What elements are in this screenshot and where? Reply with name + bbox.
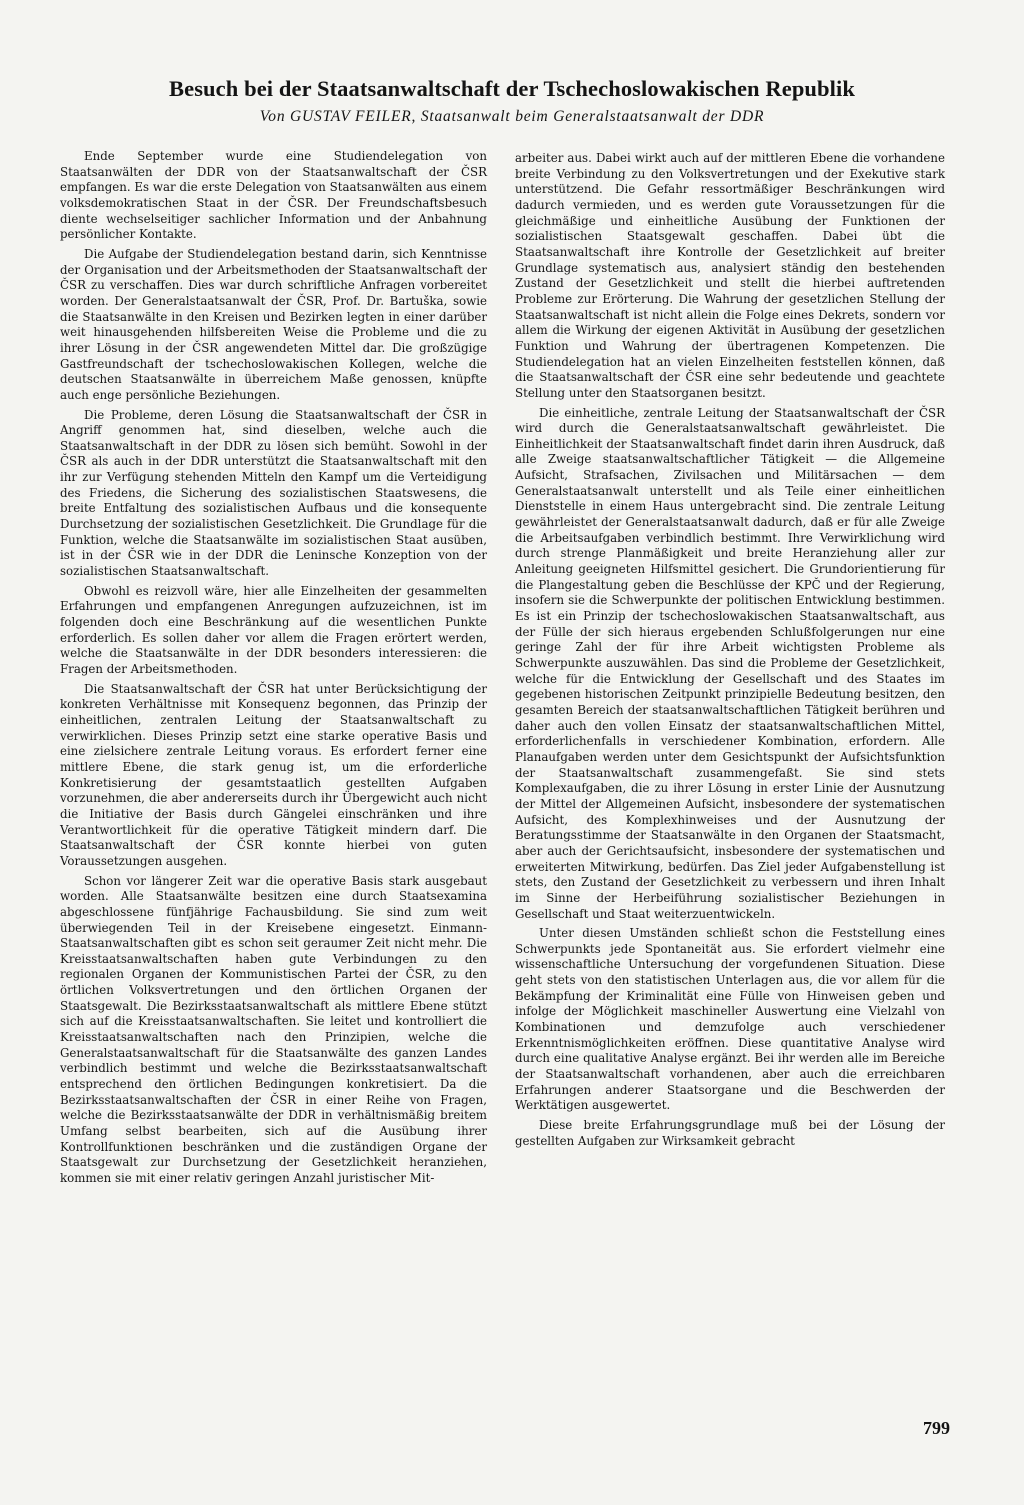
paragraph: Die einheitliche, zentrale Leitung der Staatsanwaltschaft der ČSR wird durch die Generalstaatsanwaltschaft gewährleistet. Die Einheitlichkeit der Staatsanwaltschaft findet darin ihren Ausdruck, daß alle Zweige staatsanwaltschaftlicher Tätigkeit — die Allgemeine Aufsicht, Strafsachen, Zivilsachen und Militärsachen — dem Generalstaatsanwalt unterstellt und als Teile einer einheitlichen Dienststelle in einem Haus untergebracht sind. Die zentrale Leitung gewährleistet der Generalstaatsanwalt dadurch, daß er für alle Zweige die Arbeitsaufgaben verbindlich bestimmt. Ihre Verwirklichung wird durch strenge Planmäßigkeit und breite Heranziehung aller zur Anleitung geeigneten Hilfsmittel gesichert. Die Grundorientierung für die Plangestaltung geben die Beschlüsse der KPČ und der Regierung, insofern sie die Schwerpunkte der politischen Entwicklung bestimmen. Es ist ein Prinzip der tschechoslowakischen Staatsanwaltschaft, aus der Fülle der sich hieraus ergebenden Schlußfolgerungen nur eine geringe Zahl der für ihre Arbeit wichtigsten Probleme als Schwerpunkte auszuwählen. Das sind die Probleme der Gesetzlichkeit, welche für die Entwicklung der Gesellschaft und des Staates im gegebenen historischen Zeitpunkt prinzipielle Bedeutung besitzen, den gesamten Bereich der staatsanwaltschaftlichen Tätigkeit berühren und daher auch den vollen Einsatz der staatsanwaltschaftlichen Mittel, erforderlichenfalls in verschiedener Kombination, erfordern. Alle Planaufgaben werden unter dem Gesichtspunkt der Aufsichtsfunktion der Staatsanwaltschaft zusammengefaßt. Sie sind stets Komplexaufgaben, die zu ihrer Lösung in erster Linie der Ausnutzung der Mittel der Allgemeinen Aufsicht, insbesondere der systematischen Aufsicht, des Komplexhinweises und der Ausnutzung der Beratungsstimme der Staatsanwälte in den Organen der Staatsmacht, aber auch der Gerichtsaufsicht, insbesondere der systematischen und erweiterten Mitwirkung, bedürfen. Das Ziel jeder Aufgabenstellung ist stets, den Zustand der Gesetzlichkeit zu verbessern und ihren Inhalt im Sinne der Herbeiführung sozialistischer Beziehungen in Gesellschaft und Staat weiterzuentwickeln. xyxy=(515,405,945,921)
page-number: 799 xyxy=(923,1418,950,1438)
article-title: Besuch bei der Staatsanwaltschaft der Tschechoslowakischen Republik xyxy=(169,76,855,101)
paragraph: Die Probleme, deren Lösung die Staatsanwaltschaft der ČSR in Angriff genommen hat, sind dieselben, welche auch die Staatsanwaltschaft in der DDR zu lösen sich bemüht. Sowohl in der ČSR als auch in der DDR unterstützt die Staatsanwaltschaft mit den ihr zur Verfügung stehenden Mitteln den Kampf um die Verteidigung des Friedens, die Sicherung des sozialistischen Staatswesens, die breite Entfaltung des sozialistischen Aufbaus und die konsequente Durchsetzung der sozialistischen Gesetzlichkeit. Die Grundlage für die Funktion, welche die Staatsanwälte im sozialistischen Staat ausüben, ist in der ČSR wie in der DDR die Leninsche Konzeption von der sozialistischen Staatsanwaltschaft. xyxy=(60,407,487,579)
paragraph: Unter diesen Umständen schließt schon die Feststellung eines Schwerpunkts jede Spontaneität aus. Sie erfordert vielmehr eine wissenschaftliche Untersuchung der vorgefundenen Situation. Diese geht stets von den statistischen Unterlagen aus, die vor allem für die Bekämpfung der Kriminalität eine Fülle von Hinweisen geben und infolge der Möglichkeit maschineller Auswertung eine Vielzahl von Kombinationen und demzufolge auch verschiedener Erkenntnismöglichkeiten eröffnen. Diese quantitative Analyse wird durch eine qualitative Analyse ergänzt. Bei ihr werden alle im Bereiche der Staatsanwaltschaft vorhandenen, aber auch die erreichbaren Erfahrungen anderer Staatsorgane und die Beschwerden der Werktätigen ausgewertet. xyxy=(515,926,945,1113)
paragraph: Die Staatsanwaltschaft der ČSR hat unter Berücksichtigung der konkreten Verhältnisse mit Konsequenz begonnen, das Prinzip der einheitlichen, zentralen Leitung der Staatsanwaltschaft zu verwirklichen. Dieses Prinzip setzt eine starke operative Basis und eine zielsichere zentrale Leitung voraus. Es erfordert ferner eine mittlere Ebene, die stark genug ist, um die erforderliche Konkretisierung der gesamtstaatlich gestellten Aufgaben vorzunehmen, die aber andererseits durch ihr Übergewicht auch nicht die Initiative der Basis durch Gängelei einschränken und ihre Verantwortlichkeit für die operative Tätigkeit mindern darf. Die Staatsanwaltschaft der ČSR konnte hierbei von guten Voraussetzungen ausgehen. xyxy=(60,681,487,868)
paragraph-continued: arbeiter aus. Dabei wirkt auch auf der mittleren Ebene die vorhandene breite Verbindung zu den Volksvertretungen und der Exekutive stark unterstützend. Die Gefahr ressortmäßiger Beschränkungen wird dadurch vermieden, und es werden gute Voraussetzungen für die gleichmäßige und einheitliche Ausübung der Funktionen der sozialistischen Staatsgewalt geschaffen. Dabei übt die Staatsanwaltschaft ihre Kontrolle der Gesetzlichkeit auf breiter Grundlage systematisch aus, analysiert ständig den bestehenden Zustand der Gesetzlichkeit und stellt die hierbei auftretenden Probleme zur Erörterung. Die Wahrung der gesetzlichen Stellung der Staatsanwaltschaft ist nicht allein die Folge eines Dekrets, sondern vor allem die Wirkung der eigenen Aktivität in Ausübung der gesetzlichen Funktion und Wahrung der übertragenen Kompetenzen. Die Studiendelegation hat an vielen Einzelheiten feststellen können, daß die Staatsanwaltschaft der ČSR eine sehr bedeutende und geachtete Stellung unter den Staatsorganen besitzt. xyxy=(515,151,945,400)
right-column xyxy=(515,151,945,1153)
left-column xyxy=(60,149,487,1191)
paragraph: Die Aufgabe der Studiendelegation bestand darin, sich Kenntnisse der Organisation und der Arbeitsmethoden der Staatsanwaltschaft der ČSR zu verschaffen. Dies war durch schriftliche Anfragen vorbereitet worden. Der Generalstaatsanwalt der ČSR, Prof. Dr. Bartuška, sowie die Staatsanwälte in den Kreisen und Bezirken legten in einer darüber weit hinausgehenden hilfsbereiten Weise die Probleme und die zu ihrer Lösung in der ČSR angewendeten Mittel dar. Die großzügige Gastfreundschaft der tschechoslowakischen Kollegen, welche die deutschen Staatsanwälte in überreichem Maße genossen, knüpfte auch enge persönliche Beziehungen. xyxy=(60,246,487,402)
paragraph: Schon vor längerer Zeit war die operative Basis stark ausgebaut worden. Alle Staatsanwälte besitzen eine durch Staatsexamina abgeschlossene fünfjährige Fachausbildung. Sie sind zum weit überwiegenden Teil in der Kreisebene eingesetzt. Einmann-Staatsanwaltschaften gibt es schon seit geraumer Zeit nicht mehr. Die Kreisstaatsanwaltschaften haben gute Verbindungen zu den regionalen Organen der Kommunistischen Partei der ČSR, zu den örtlichen Volksvertretungen und den örtlichen Organen der Staatsgewalt. Die Bezirksstaatsanwaltschaft als mittlere Ebene stützt sich auf die Kreisstaatsanwaltschaften. Sie leitet und kontrolliert die Kreisstaatsanwaltschaften nach den Prinzipien, welche die Generalstaatsanwaltschaft für die Staatsanwälte des ganzen Landes verbindlich bestimmt und welche die Bezirksstaatsanwaltschaft entsprechend den örtlichen Bedingungen konkretisiert. Da die Bezirksstaatsanwaltschaften der ČSR in einer Reihe von Fragen, welche die Bezirksstaatsanwälte der DDR in verhältnismäßig breitem Umfang selbst bearbeiten, sich auf die Ausübung ihrer Kontrollfunktionen beschränken und die zuständigen Organe der Staatsgewalt zur Durchsetzung der Gesetzlichkeit heranziehen, kommen sie mit einer relativ geringen Anzahl juristischer Mit- xyxy=(60,873,487,1185)
article-byline: Von GUSTAV FEILER, Staatsanwalt beim Generalstaatsanwalt der DDR xyxy=(259,108,765,125)
paragraph: Diese breite Erfahrungsgrundlage muß bei der Lösung der gestellten Aufgaben zur Wirksamkeit gebracht xyxy=(515,1118,945,1148)
paragraph: Obwohl es reizvoll wäre, hier alle Einzelheiten der gesammelten Erfahrungen und empfangenen Anregungen aufzuzeichnen, ist im folgenden doch eine Beschränkung auf die wesentlichen Punkte erforderlich. Es sollen daher vor allem die Fragen erörtert werden, welche die Staatsanwälte in der DDR besonders interessieren: die Fragen der Arbeitsmethoden. xyxy=(60,583,487,676)
paragraph: Ende September wurde eine Studiendelegation von Staatsanwälten der DDR von der Staatsanwaltschaft der ČSR empfangen. Es war die erste Delegation von Staatsanwälten aus einem volksdemokratischen Staat in der ČSR. Der Freundschaftsbesuch diente wechselseitiger sachlicher Information und der Anbahnung persönlicher Kontakte. xyxy=(60,149,487,242)
